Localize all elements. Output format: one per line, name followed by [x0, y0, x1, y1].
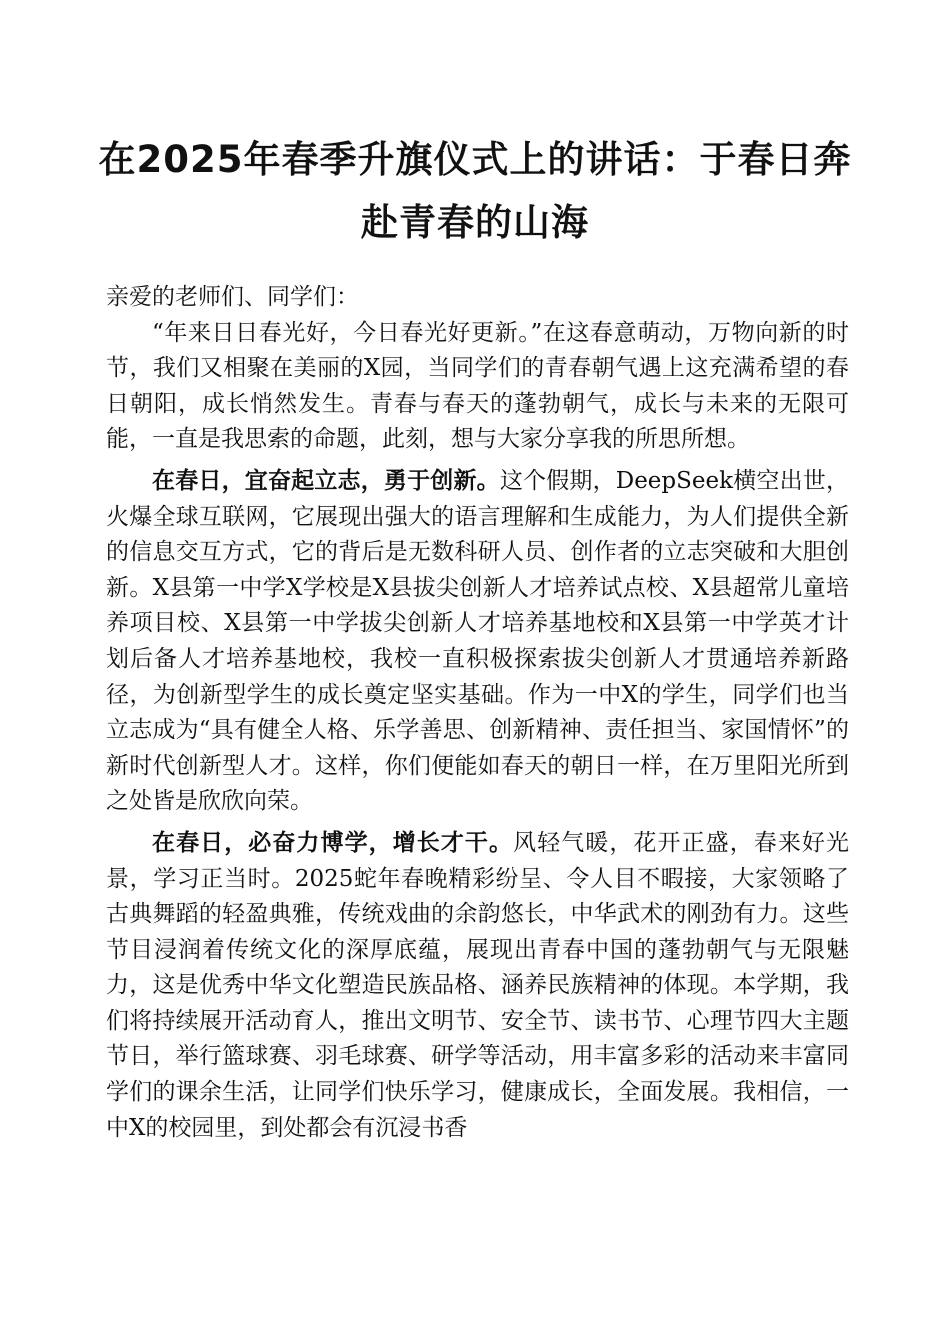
- paragraph-lead: 在春日，必奋力博学，增长才干。: [152, 829, 514, 856]
- paragraph-text: 风轻气暖，花开正盛，春来好光景，学习正当时。2025蛇年春晚精彩纷呈、令人目不暇接，大家领略了古典舞蹈的轻盈典雅，传统戏曲的余韵悠长，中华武术的刚劲有力。这些节目浸润着传统文化的深厚底蕴，展现出青春中国的蓬勃朝气与无限魅力，这是优秀中华文化塑造民族品格、涵养民族精神的体现。本学期，我们将持续展开活动育人，推出文明节、安全节、读书节、心理节四大主题节日，举行篮球赛、羽毛球赛、研学等活动，用丰富多彩的活动来丰富同学们的课余生活，让同学们快乐学习，健康成长，全面发展。我相信，一中X的校园里，到处都会有沉浸书香: [106, 829, 850, 1141]
- paragraph-text: “年来日日春光好，今日春光好更新。”在这春意萌动，万物向新的时节，我们又相聚在美丽的X园，当同学们的青春朝气遇上这充满希望的春日朝阳，成长悄然发生。青春与春天的蓬勃朝气，成长与未来的无限可能，一直是我思索的命题，此刻，想与大家分享我的所思所想。: [106, 319, 849, 453]
- document-title: 在2025年春季升旗仪式上的讲话：于春日奔赴青春的山海: [98, 138, 852, 244]
- paragraph-opening: [106, 316, 849, 458]
- paragraph-learning: [106, 826, 849, 1146]
- paragraph-innovation: [106, 464, 849, 820]
- document-body: [106, 280, 849, 1146]
- salutation: 亲爱的老师们、同学们：: [106, 284, 359, 310]
- paragraph-text: 这个假期，DeepSeek横空出世，火爆全球互联网，它展现出强大的语言理解和生成能力，为人们提供全新的信息交互方式，它的背后是无数科研人员、创作者的立志突破和大胆创新。X县第一中学X学校是X县拔尖创新人才培养试点校、X县超常儿童培养项目校、X县第一中学拔尖创新人才培养基地校和X县第一中学英才计划后备人才培养基地校，我校一直积极探索拔尖创新人才贯通培养新路径，为创新型学生的成长奠定坚实基础。作为一中X的学生，同学们也当立志成为“具有健全人格、乐学善思、创新精神、责任担当、家国情怀”的新时代创新型人才。这样，你们便能如春天的朝日一样，在万里阳光所到之处皆是欣欣向荣。: [106, 467, 849, 815]
- paragraph-lead: 在春日，宜奋起立志，勇于创新。: [152, 467, 500, 494]
